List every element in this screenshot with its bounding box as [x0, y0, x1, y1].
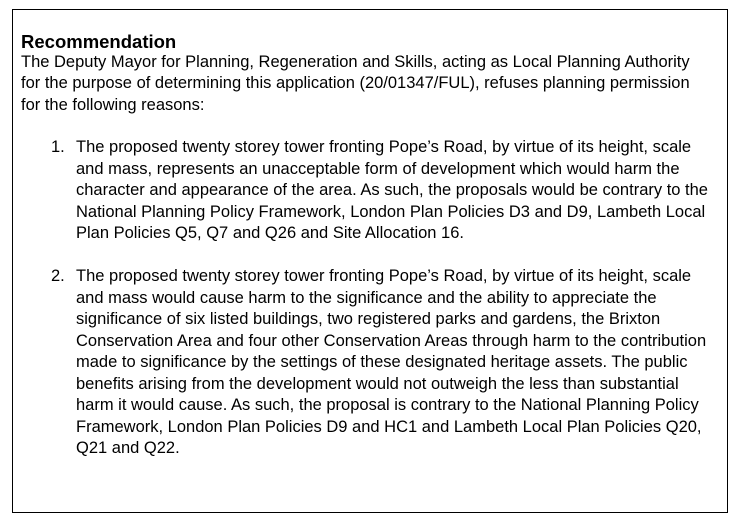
reason-text: The proposed twenty storey tower fronting Pope’s Road, by virtue of its height, scale and mass would cause harm to the significance and the ability to appreciate the significance of six listed buildings, two registered parks and gardens, the Brixton Conservation Area and four other Conservation Areas through harm to the contribution made to significance by the settings of these designated heritage assets. The public benefits arising from the development would not outweigh the less than substantial harm it would cause. As such, the proposal is contrary to the National Planning Policy Framework, London Plan Policies D9 and HC1 and Lambeth Local Plan Policies Q20, Q21 and Q22. [76, 267, 707, 457]
reason-item-2 [21, 266, 711, 460]
section-heading: Recommendation [21, 31, 177, 52]
reasons-list [21, 137, 711, 460]
intro-paragraph: The Deputy Mayor for Planning, Regeneration and Skills, acting as Local Planning Authority for the purpose of determining this application (20/01347/FUL), refuses planning permission for the following reasons: [21, 53, 690, 114]
reason-number: 1. [51, 138, 65, 156]
reason-text: The proposed twenty storey tower fronting Pope’s Road, by virtue of its height, scale and mass, represents an unacceptable form of development which would harm the character and appearance of the area. As such, the proposals would be contrary to the National Planning Policy Framework, London Plan Policies D3 and D9, Lambeth Local Plan Policies Q5, Q7 and Q26 and Site Allocation 16. [76, 138, 708, 242]
reason-number: 2. [51, 267, 65, 285]
reason-item-1 [21, 137, 711, 245]
